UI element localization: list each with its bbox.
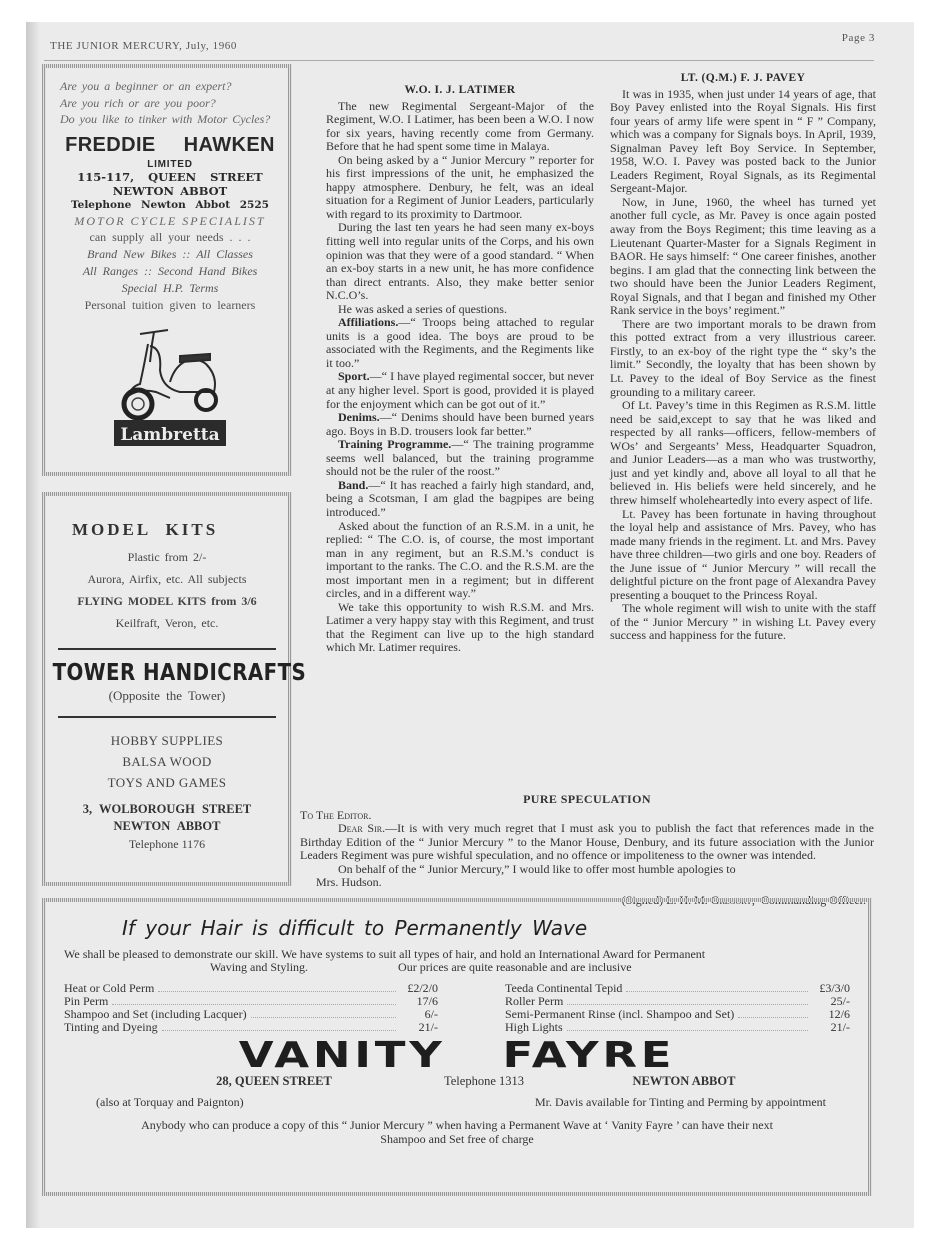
leader-dots bbox=[251, 1017, 396, 1018]
service-name: Tinting and Dyeing bbox=[64, 1020, 158, 1034]
service-price: 17/6 bbox=[416, 994, 438, 1008]
publication-dateline: THE JUNIOR MERCURY, July, 1960 bbox=[50, 40, 237, 52]
advert-freddie-hawken bbox=[42, 64, 292, 476]
business-telephone: Telephone Newton Abbot 2525 bbox=[71, 198, 269, 211]
article-title: LT. (Q.M.) F. J. PAVEY bbox=[680, 72, 806, 84]
article-pavey bbox=[610, 72, 876, 643]
shop-address-street: 3, WOLBOROUGH STREET bbox=[82, 802, 252, 816]
leader-dots bbox=[112, 1004, 396, 1005]
article-paragraph bbox=[326, 370, 594, 411]
service-price: 21/- bbox=[418, 1020, 438, 1034]
price-column-right bbox=[505, 982, 850, 1034]
advert-intro bbox=[64, 948, 850, 974]
business-address-town: NEWTON ABBOT bbox=[112, 183, 228, 198]
salon-branches bbox=[64, 1095, 850, 1110]
letter-salutation: To The Editor. bbox=[300, 807, 372, 822]
paragraph-text: —“ The training programme seems well balanced, but the training programme should not be the ruler of the roost.” bbox=[326, 437, 594, 479]
offer-line: Shampoo and Set free of charge bbox=[380, 1132, 534, 1146]
shop-item: TOYS AND GAMES bbox=[107, 775, 227, 790]
advert-tower-handicrafts bbox=[42, 492, 307, 886]
service-name: Pin Perm bbox=[64, 994, 109, 1008]
paragraph-text: —“ I have played regimental soccer, but never at any higher level. Sport is good, provided it is played for the enjoyment which can be got out of it.” bbox=[326, 369, 594, 411]
article-paragraph bbox=[326, 601, 594, 655]
paragraph-lead: Training Programme. bbox=[338, 437, 452, 452]
article-paragraph bbox=[326, 316, 594, 370]
leader-dots bbox=[162, 1030, 396, 1031]
service-name: Teeda Continental Tepid bbox=[505, 981, 623, 995]
article-body bbox=[326, 100, 594, 655]
service-name: Semi-Permanent Rinse (incl. Shampoo and Set) bbox=[505, 1007, 735, 1021]
paragraph-lead: Band. bbox=[338, 477, 369, 492]
lambretta-logo-text: Lambretta bbox=[120, 424, 220, 445]
article-body bbox=[610, 88, 876, 643]
model-kits-line: FLYING MODEL KITS from 3/6 bbox=[77, 594, 257, 608]
letter-pure-speculation bbox=[300, 793, 874, 907]
paragraph-lead: Affiliations. bbox=[338, 315, 399, 330]
article-paragraph: Now, in June, 1960, the wheel has turned yet another full cycle, as Mr. Pavey is once again posted away from the Boys Regiment; this time leaving as a Lieutenant Quarter-Master for a Signals Regiment in BAOR. He says himself: “ One career finishes, another begins. I am glad that the connecting link between the two should have been the Junior Leaders Regiment, Royal Signals, and that I began and finished my Other Rank service in the boys’ regiment.” bbox=[610, 194, 876, 318]
specialist-tagline: MOTOR CYCLE SPECIALIST bbox=[74, 213, 266, 228]
salon-telephone: Telephone 1313 bbox=[443, 1074, 524, 1088]
service-price: £2/2/0 bbox=[407, 981, 438, 995]
advert-question: Are you a beginner or an expert? bbox=[60, 79, 232, 93]
stylist-note: Mr. Davis available for Tinting and Perming by appointment bbox=[535, 1095, 826, 1109]
price-row bbox=[505, 1021, 850, 1034]
other-branches: (also at Torquay and Paignton) bbox=[96, 1095, 244, 1109]
service-name: Heat or Cold Perm bbox=[64, 981, 155, 995]
price-column-left bbox=[64, 982, 438, 1034]
intro-line: We shall be pleased to demonstrate our skill. We have systems to suit all types of hair, and hold an International Award for Permanent bbox=[64, 947, 706, 961]
shop-name: TOWER HANDICRAFTS bbox=[52, 660, 307, 686]
price-list bbox=[64, 982, 850, 1034]
article-paragraph: There are two important morals to be drawn from this potted extract from a very illustrious career. Firstly, to an ex-boy of the right type the “ sky’s the limit.” Secondly, the loyalty that has been shown by Lt. Pavey to the ideal of Boy Service as the finest grounding to a military career. bbox=[610, 316, 876, 399]
leader-dots bbox=[738, 1017, 808, 1018]
letter-title: PURE SPECULATION bbox=[523, 792, 651, 806]
service-price: 21/- bbox=[830, 1020, 850, 1034]
article-paragraph: The whole regiment will wish to unite with the staff of the “ Junior Mercury ” in wishing Lt. Pavey every success and happiness for the future. bbox=[610, 601, 876, 643]
article-paragraph: Lt. Pavey has been fortunate in having throughout the loyal help and assistance of Mrs. Pavey, who has made many friends in the regiment. Lt. and Mrs. Pavey have three children—two girls and one boy. Readers of the June issue of “ Junior Mercury ” will recall the delightful picture on the front page of Alexandra Pavey presenting a bouquet to the Princess Royal. bbox=[610, 506, 876, 602]
paragraph-text: We take this opportunity to wish R.S.M. and Mrs. Latimer a very happy stay with this Regiment, and trust that the Regiment can live up to the high standard which Mr. Latimer requires. bbox=[326, 599, 594, 655]
service-price: 6/- bbox=[424, 1007, 438, 1021]
shop-item: HOBBY SUPPLIES bbox=[110, 733, 224, 748]
article-paragraph bbox=[326, 438, 594, 479]
service-price: 12/6 bbox=[828, 1007, 850, 1021]
offer-line: Anybody who can produce a copy of this “ Junior Mercury ” when having a Permanent Wave at ‘ Vanity Fayre ’ can have their next bbox=[141, 1118, 773, 1132]
advert-question: Do you like to tinker with Motor Cycles? bbox=[60, 112, 271, 126]
letter-text: —It is with very much regret that I must ask you to publish the fact that references made in the Birthday Edition of the “ Junior Mercury ” to the Manor House, Denbury, and its future association with the Junior Leaders Regiment was pure wishful speculation, and no offence or impoliteness to the owner was intended. bbox=[300, 821, 875, 862]
lambretta-scooter-logo-icon bbox=[110, 326, 230, 448]
signature-role: Commanding Officer. bbox=[760, 892, 866, 907]
paragraph-text: —“ Troops being attached to regular units is a good idea. The boys are proud to be associated with the Regiments, and the Regiments like it too.” bbox=[326, 315, 594, 370]
divider-rule bbox=[58, 648, 276, 650]
advert-vanity-fayre bbox=[42, 898, 872, 1196]
signature-prefix: (Signed) L. H. M. bbox=[621, 892, 708, 907]
signature-name: Gregory, bbox=[710, 892, 755, 907]
business-suffix: LIMITED bbox=[147, 158, 193, 170]
model-kits-line: Plastic from 2/- bbox=[127, 550, 207, 564]
service-price: 25/- bbox=[830, 994, 850, 1008]
model-kits-line: Aurora, Airfix, etc. All subjects bbox=[87, 572, 247, 586]
paragraph-lead: Sport. bbox=[338, 369, 370, 384]
service-price: £3/3/0 bbox=[819, 981, 850, 995]
paragraph-text: The new Regimental Sergeant-Major of the Regiment, W.O. I Latimer, has been been a W.O. I now for six years, having recently come from Germany. Before that he had spent some time in Malaya. bbox=[326, 98, 594, 154]
leader-dots bbox=[567, 1004, 808, 1005]
shop-item: BALSA WOOD bbox=[122, 754, 212, 769]
article-title: W.O. I. J. LATIMER bbox=[404, 84, 516, 96]
model-kits-line: Keilfraft, Veron, etc. bbox=[115, 616, 219, 630]
shop-location-note: (Opposite the Tower) bbox=[108, 688, 226, 703]
paragraph-text: —“ Denims should have been burned years ago. Boys in B.D. trousers look far better.” bbox=[326, 410, 594, 438]
intro-line: Waving and Styling. Our prices are quite reasonable and are inclusive bbox=[210, 960, 632, 974]
brand-name: VANITY FAYRE bbox=[238, 1035, 676, 1076]
business-name: FREDDIE HAWKEN bbox=[65, 133, 275, 156]
service-name: Roller Perm bbox=[505, 994, 564, 1008]
paragraph-text: During the last ten years he had seen many ex-boys fitting well into regular units of the Corps, and his own opinion was that they were of a good standard. “ When an ex-boy starts in a new unit, he has more confidence than direct entrants. Also, they make better senior N.C.O’s. bbox=[326, 220, 594, 303]
leader-dots bbox=[158, 991, 396, 992]
newspaper-page bbox=[26, 22, 914, 1228]
advert-headline: If your Hair is difficult to Permanently Wave bbox=[122, 916, 588, 940]
supply-line: can supply all your needs . . . bbox=[89, 229, 251, 244]
salon-town: NEWTON ABBOT bbox=[632, 1074, 736, 1088]
article-latimer bbox=[326, 84, 594, 655]
article-paragraph bbox=[326, 221, 594, 302]
shop-telephone: Telephone 1176 bbox=[128, 837, 206, 851]
reader-offer bbox=[64, 1118, 850, 1146]
price-row bbox=[64, 1021, 438, 1034]
article-paragraph bbox=[326, 100, 594, 154]
paragraph-text: On being asked by a “ Junior Mercury ” reporter for his first impressions of the unit, he emphasized the happy atmosphere. Denbury, he felt, was an ideal situation for a Regiment of Junior Leaders, particularly with regard to its proximity to Dartmoor. bbox=[326, 152, 594, 221]
article-paragraph bbox=[326, 154, 594, 222]
divider-rule bbox=[58, 716, 276, 718]
paragraph-text: —“ It has reached a fairly high standard, and, being a Scotsman, I am glad the bagpipes are being introduced.” bbox=[326, 477, 594, 519]
article-paragraph bbox=[326, 411, 594, 438]
article-paragraph: It was in 1935, when just under 14 years of age, that Boy Pavey enlisted into the Royal Signals. His first four years of army life were spent in “ F ” Company, which was a company for Signals boys. In April, 1939, Signalman Pavey left Boy Service. In September, 1958, W.O. I. Pavey was posted back to the Junior Leaders Regiment, Royal Signals, as its Regimental Sergeant-Major. bbox=[610, 86, 876, 196]
salon-address: 28, QUEEN STREET bbox=[216, 1074, 332, 1088]
article-paragraph: Of Lt. Pavey’s time in this Regimen as R.S.M. little need be said,except to say that he was liked and respected by all ranks—officers, fellow-members of WOs’ and Sergeants’ Mess, Headquarter Squadron, and Junior Leaders—as a man who was trustworthy, just and yet kindly and, above all loyal to all that he believed in. His beliefs were held sincerely, and he threw himself wholeheartedly into every aspect of life. bbox=[610, 398, 876, 507]
letter-recipient: Mrs. Hudson. bbox=[316, 875, 382, 889]
letter-paragraph: On behalf of the “ Junior Mercury,” I would like to offer most humble apologies to bbox=[338, 861, 736, 876]
running-head bbox=[50, 32, 875, 52]
service-name: Shampoo and Set (including Lacquer) bbox=[64, 1007, 247, 1021]
letter-paragraph bbox=[300, 822, 874, 863]
service-name: High Lights bbox=[505, 1020, 563, 1034]
paragraph-text: He was asked a series of questions. bbox=[338, 301, 507, 316]
article-paragraph bbox=[326, 303, 594, 317]
paragraph-text: Asked about the function of an R.S.M. in a unit, he replied: “ The C.O. is, of course, the most important man in any regiment, but an R.S.M.’s conduct is important to the ranks. The C.O. and the R.S.M. are the most important men in a regiment; but in different circles, and in a different way.” bbox=[326, 518, 594, 601]
tuition-line: Personal tuition given to learners bbox=[84, 297, 256, 312]
advert-question: Are you rich or are you poor? bbox=[60, 95, 216, 110]
paragraph-lead: Denims. bbox=[338, 410, 380, 425]
offer-line: All Ranges :: Second Hand Bikes bbox=[82, 263, 258, 278]
model-kits-heading: MODEL KITS bbox=[72, 520, 219, 539]
page-number: Page 3 bbox=[841, 32, 875, 44]
shop-address-town: NEWTON ABBOT bbox=[113, 819, 221, 833]
article-paragraph bbox=[326, 520, 594, 601]
offer-line: Brand New Bikes :: All Classes bbox=[87, 246, 253, 261]
business-address-street: 115-117, QUEEN STREET bbox=[77, 169, 263, 184]
letter-greeting: Dear Sir. bbox=[338, 821, 386, 835]
offer-line: Special H.P. Terms bbox=[121, 280, 219, 295]
leader-dots bbox=[567, 1030, 808, 1031]
header-rule bbox=[44, 60, 874, 61]
article-paragraph bbox=[326, 479, 594, 520]
salon-contact bbox=[64, 1074, 850, 1089]
price-row bbox=[64, 982, 438, 995]
leader-dots bbox=[626, 991, 808, 992]
